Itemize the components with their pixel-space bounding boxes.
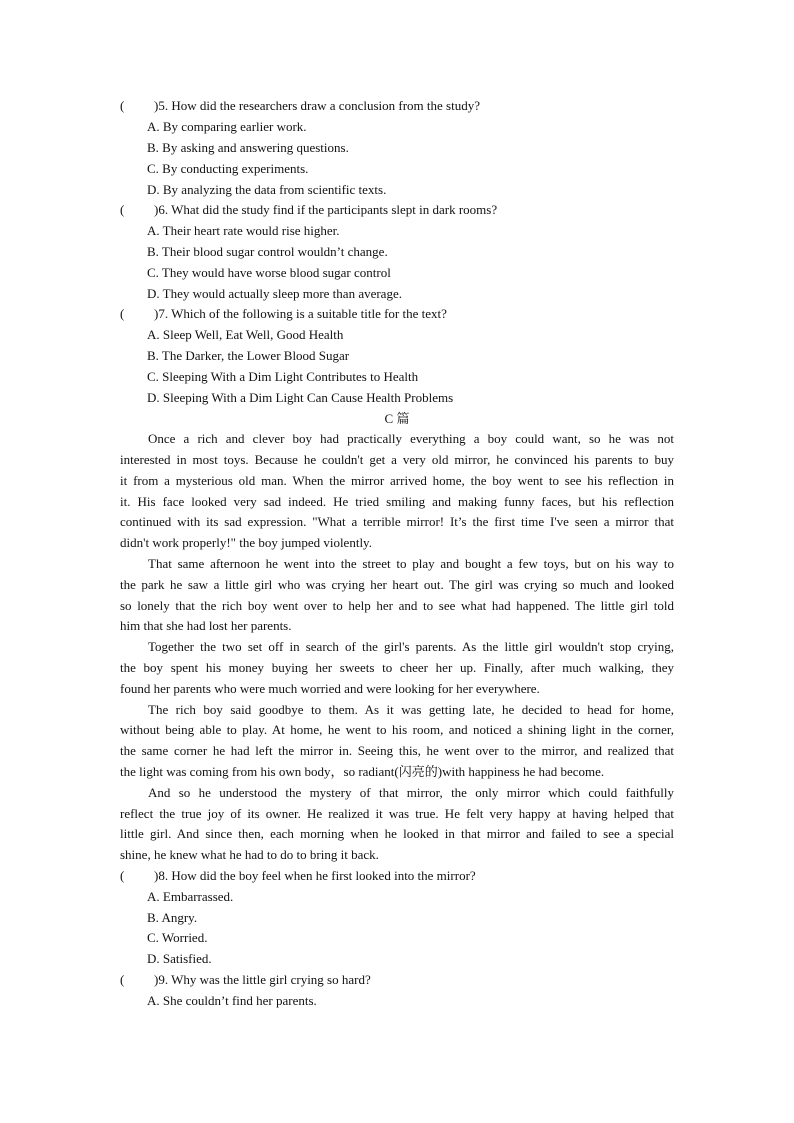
passage-line: without being able to play. At home, he went to his room, and noticed a shining light in the corner,: [120, 722, 674, 737]
question-text: )6. What did the study find if the participants slept in dark rooms?: [154, 202, 498, 217]
answer-blank[interactable]: (: [120, 98, 125, 113]
answer-blank[interactable]: (: [120, 306, 125, 321]
question-text: )7. Which of the following is a suitable title for the text?: [154, 306, 447, 321]
passage-line: the light was coming from his own body，so radiant(闪亮的)with happiness he had become.: [120, 764, 605, 779]
passage-line: so lonely that the rich boy went over to help her and to see what had happened. The little girl told: [120, 598, 674, 613]
passage-line: The rich boy said goodbye to them. As it was getting late, he decided to head for home,: [148, 702, 674, 717]
option: B. Their blood sugar control wouldn’t change.: [147, 244, 388, 259]
passage-line: continued with its sad expression. "What a terrible mirror! It’s the first time I've seen a mirror that: [120, 514, 674, 529]
question-5: [120, 98, 674, 114]
passage-line: And so he understood the mystery of that mirror, the only mirror which could faithfully: [148, 785, 674, 800]
passage-line: the boy spent his money buying her sweets to cheer her up. Finally, after much walking, they: [120, 660, 674, 675]
option: C. They would have worse blood sugar control: [147, 265, 391, 280]
question-8: [120, 868, 674, 884]
answer-blank[interactable]: (: [120, 972, 125, 987]
passage-line: interested in most toys. Because he couldn't get a very old mirror, he convinced his parents to buy: [120, 452, 674, 467]
passage-line: found her parents who were much worried and were looking for her everywhere.: [120, 681, 540, 696]
passage-line: reflect the true joy of its owner. He realized it was true. He felt very happy at having helped that: [120, 806, 674, 821]
passage-line: That same afternoon he went into the street to play and bought a few toys, but on his way to: [148, 556, 674, 571]
section-title: C 篇: [384, 411, 410, 426]
option: A. She couldn’t find her parents.: [147, 993, 317, 1008]
passage-line: Once a rich and clever boy had practically everything a boy could want, so he was not: [148, 431, 674, 446]
passage-line: it. His face looked very sad indeed. He tried smiling and making funny faces, but his reflection: [120, 494, 674, 509]
option: C. Worried.: [147, 930, 208, 945]
question-6: [120, 202, 674, 218]
option: A. Embarrassed.: [147, 889, 234, 904]
question-7: [120, 306, 674, 322]
answer-blank[interactable]: (: [120, 202, 125, 217]
option: C. Sleeping With a Dim Light Contributes to Health: [147, 369, 419, 384]
passage-line: didn't work properly!" the boy jumped violently.: [120, 535, 372, 550]
option: B. Angry.: [147, 910, 198, 925]
option: A. By comparing earlier work.: [147, 119, 307, 134]
passage-line: the same corner he had left the mirror in. Seeing this, he went over to the mirror, and realized that: [120, 743, 674, 758]
passage-line: Together the two set off in search of the girl's parents. As the little girl wouldn't stop crying,: [148, 639, 674, 654]
question-9: [120, 972, 674, 988]
option: D. Satisfied.: [147, 951, 212, 966]
passage-line: him that she had lost her parents.: [120, 618, 292, 633]
passage-line: it from a mysterious old man. When the mirror arrived home, the boy went to see his reflection in: [120, 473, 674, 488]
option: D. Sleeping With a Dim Light Can Cause Health Problems: [147, 390, 454, 405]
passage-line: little girl. And since then, each morning when he looked in that mirror and failed to see a special: [120, 826, 674, 841]
option: D. They would actually sleep more than average.: [147, 286, 402, 301]
answer-blank[interactable]: (: [120, 868, 125, 883]
question-text: )5. How did the researchers draw a conclusion from the study?: [154, 98, 480, 113]
option: A. Sleep Well, Eat Well, Good Health: [147, 327, 344, 342]
question-text: )8. How did the boy feel when he first looked into the mirror?: [154, 868, 476, 883]
option: B. The Darker, the Lower Blood Sugar: [147, 348, 350, 363]
option: C. By conducting experiments.: [147, 161, 309, 176]
passage-line: the park he saw a little girl who was crying her heart out. The girl was crying so much and looked: [120, 577, 674, 592]
passage-line: shine, he knew what he had to do to bring it back.: [120, 847, 379, 862]
question-text: )9. Why was the little girl crying so hard?: [154, 972, 371, 987]
option: D. By analyzing the data from scientific texts.: [147, 182, 387, 197]
option: A. Their heart rate would rise higher.: [147, 223, 340, 238]
option: B. By asking and answering questions.: [147, 140, 349, 155]
